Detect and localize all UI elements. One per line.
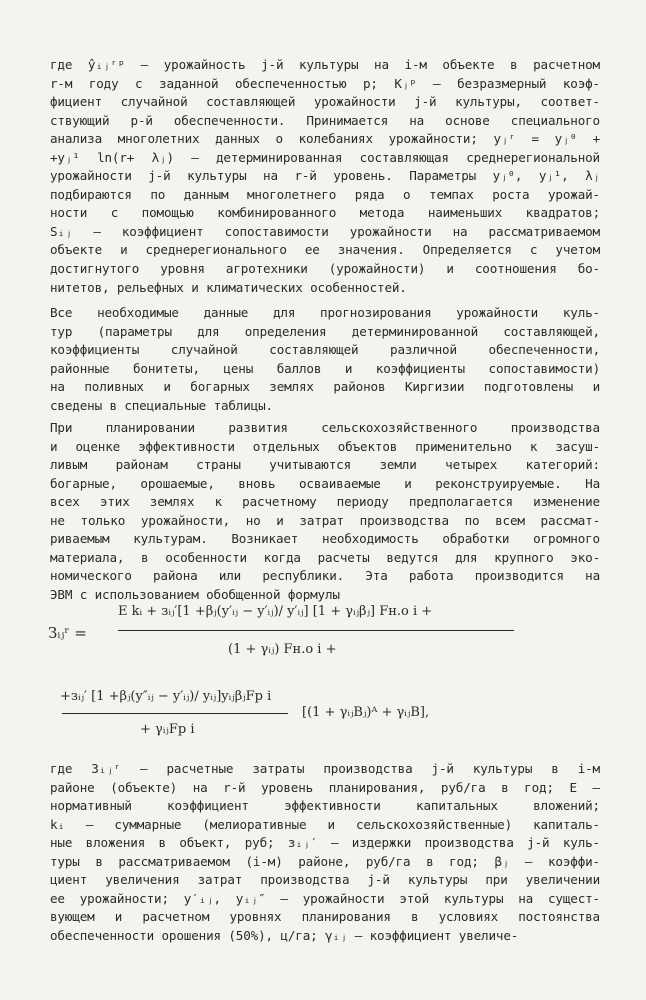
text-line: коэффициенты случайной составляющей различной обеспеченности, (50, 342, 600, 358)
text-line: подбираются по данным многолетнего ряда о темпах роста урожай- (50, 186, 600, 202)
text-line: туры в рассматриваемом (i-м) районе, руб/га в год; βⱼ – коэффи- (50, 853, 600, 869)
text-line: ее урожайности; y′ᵢⱼ, yᵢⱼ″ – урожайности этой культуры на сущест- (50, 890, 600, 906)
text-line: материала, в особенности когда расчеты ведутся для крупного эко- (50, 549, 600, 565)
text-line: не только урожайности, но и затрат производства по всем рассмат- (50, 512, 600, 528)
text-line: и оценке эффективности отдельных объектов применительно к засуш- (50, 438, 600, 454)
text-line: ливым районам страны учитываются земли четырех категорий: (50, 457, 600, 473)
formula-numerator-2: +зᵢⱼ′ [1 +βⱼ(y″ᵢⱼ − y′ᵢⱼ)/ yᵢⱼ]yᵢⱼβⱼFp i (60, 689, 272, 704)
text-line: сведены в специальные таблицы. (50, 397, 273, 413)
text-line: kᵢ – суммарные (мелиоративные и сельскохозяйственные) капиталь- (50, 816, 600, 832)
text-line: достигнутого уровня агротехники (урожайности) и соотношения бо- (50, 261, 600, 277)
text-line: Все необходимые данные для прогнозирования урожайности куль- (50, 305, 600, 320)
paragraph-yield-definitions (50, 56, 600, 297)
paragraph-planning (50, 419, 600, 604)
text-line: риваемым культурам. Возникает необходимость обработки огромного (50, 531, 600, 547)
text-line: обеспеченности орошения (50%), ц/га; γᵢⱼ – коэффициент увеличе- (50, 927, 519, 943)
text-line: ные вложения в объект, руб; зᵢⱼ′ – издержки производства j-й куль- (50, 835, 600, 851)
text-line: урожайности j-й культуры на r-й уровень. Параметры yⱼ⁰, yⱼ¹, λⱼ (50, 168, 600, 184)
text-line: нитетов, рельефных и климатических особенностей. (50, 279, 407, 295)
text-line: районе (объекте) на r-й уровень планирования, руб/га в год; E – (50, 779, 600, 795)
text-line: нормативный коэффициент эффективности капитальных вложений; (50, 798, 600, 814)
text-line: фициент случайной составляющей урожайности j-й культуры, соответ- (50, 94, 600, 110)
text-line: объекте и среднерегионального ее значения. Определяется с учетом (50, 242, 600, 258)
text-line: всех этих землях к расчетному периоду предполагается изменение (50, 494, 600, 510)
text-line: r-м году с заданной обеспеченностью p; Kⱼᵖ – безразмерный коэф- (50, 75, 600, 91)
text-line: ствующий p-й обеспеченности. Принимается на основе специального (50, 112, 600, 128)
formula-denominator-1: (1 + γᵢⱼ) Fн.о i + (228, 642, 337, 657)
formula-denominator-2: + γᵢⱼFp i (140, 722, 195, 737)
text-line: ЭВМ с использованием обобщенной формулы (50, 586, 340, 602)
text-line: где ŷᵢⱼʳᵖ – урожайность j-й культуры на i-м объекте в расчетном (50, 57, 600, 72)
text-line: +yⱼ¹ ln(r+ λⱼ) – детерминированная составляющая среднерегиональной (50, 149, 600, 165)
text-line: ности с помощью комбинированного метода наименьших квадратов; (50, 205, 600, 221)
text-line: богарные, орошаемые, вновь осваиваемые и реконструируемые. На (50, 475, 600, 491)
text-line: тур (параметры для определения детерминированной составляющей, (50, 323, 600, 339)
text-line: районные бонитеты, цены баллов и коэффициенты сопоставимости) (50, 360, 600, 376)
formula-lhs: Зᵢⱼʳ = (48, 624, 87, 642)
text-line: на поливных и богарных землях районов Киргизии подготовлены и (50, 379, 600, 395)
text-line: вующем и расчетном уровнях планирования в условиях постоянства (50, 909, 600, 925)
text-line: циент увеличения затрат производства j-й культуры при увеличении (50, 872, 600, 888)
paragraph-cost-definitions (50, 760, 600, 945)
fraction-bar-2 (62, 713, 288, 714)
formula-numerator-1: E kᵢ + зᵢⱼ′[1 +βⱼ(y′ᵢⱼ − y′ᵢⱼ)/ y′ᵢⱼ] [1 + γᵢⱼβⱼ] Fн.о i + (118, 604, 433, 619)
paragraph-data-preparation (50, 304, 600, 415)
text-line: При планировании развития сельскохозяйственного производства (50, 420, 600, 435)
text-line: Sᵢⱼ – коэффициент сопоставимости урожайности на рассматриваемом (50, 223, 600, 239)
text-line: где Зᵢⱼʳ – расчетные затраты производства j-й культуры в i-м (50, 761, 600, 776)
text-line: номического района или республики. Эта работа производится на (50, 568, 600, 584)
formula-tail: [(1 + γᵢⱼBⱼ)ᴬ + γᵢⱼB], (302, 705, 430, 720)
fraction-bar-1 (118, 630, 514, 631)
text-line: анализа многолетних данных о колебаниях урожайности; yⱼʳ = yⱼ⁰ + (50, 131, 600, 147)
